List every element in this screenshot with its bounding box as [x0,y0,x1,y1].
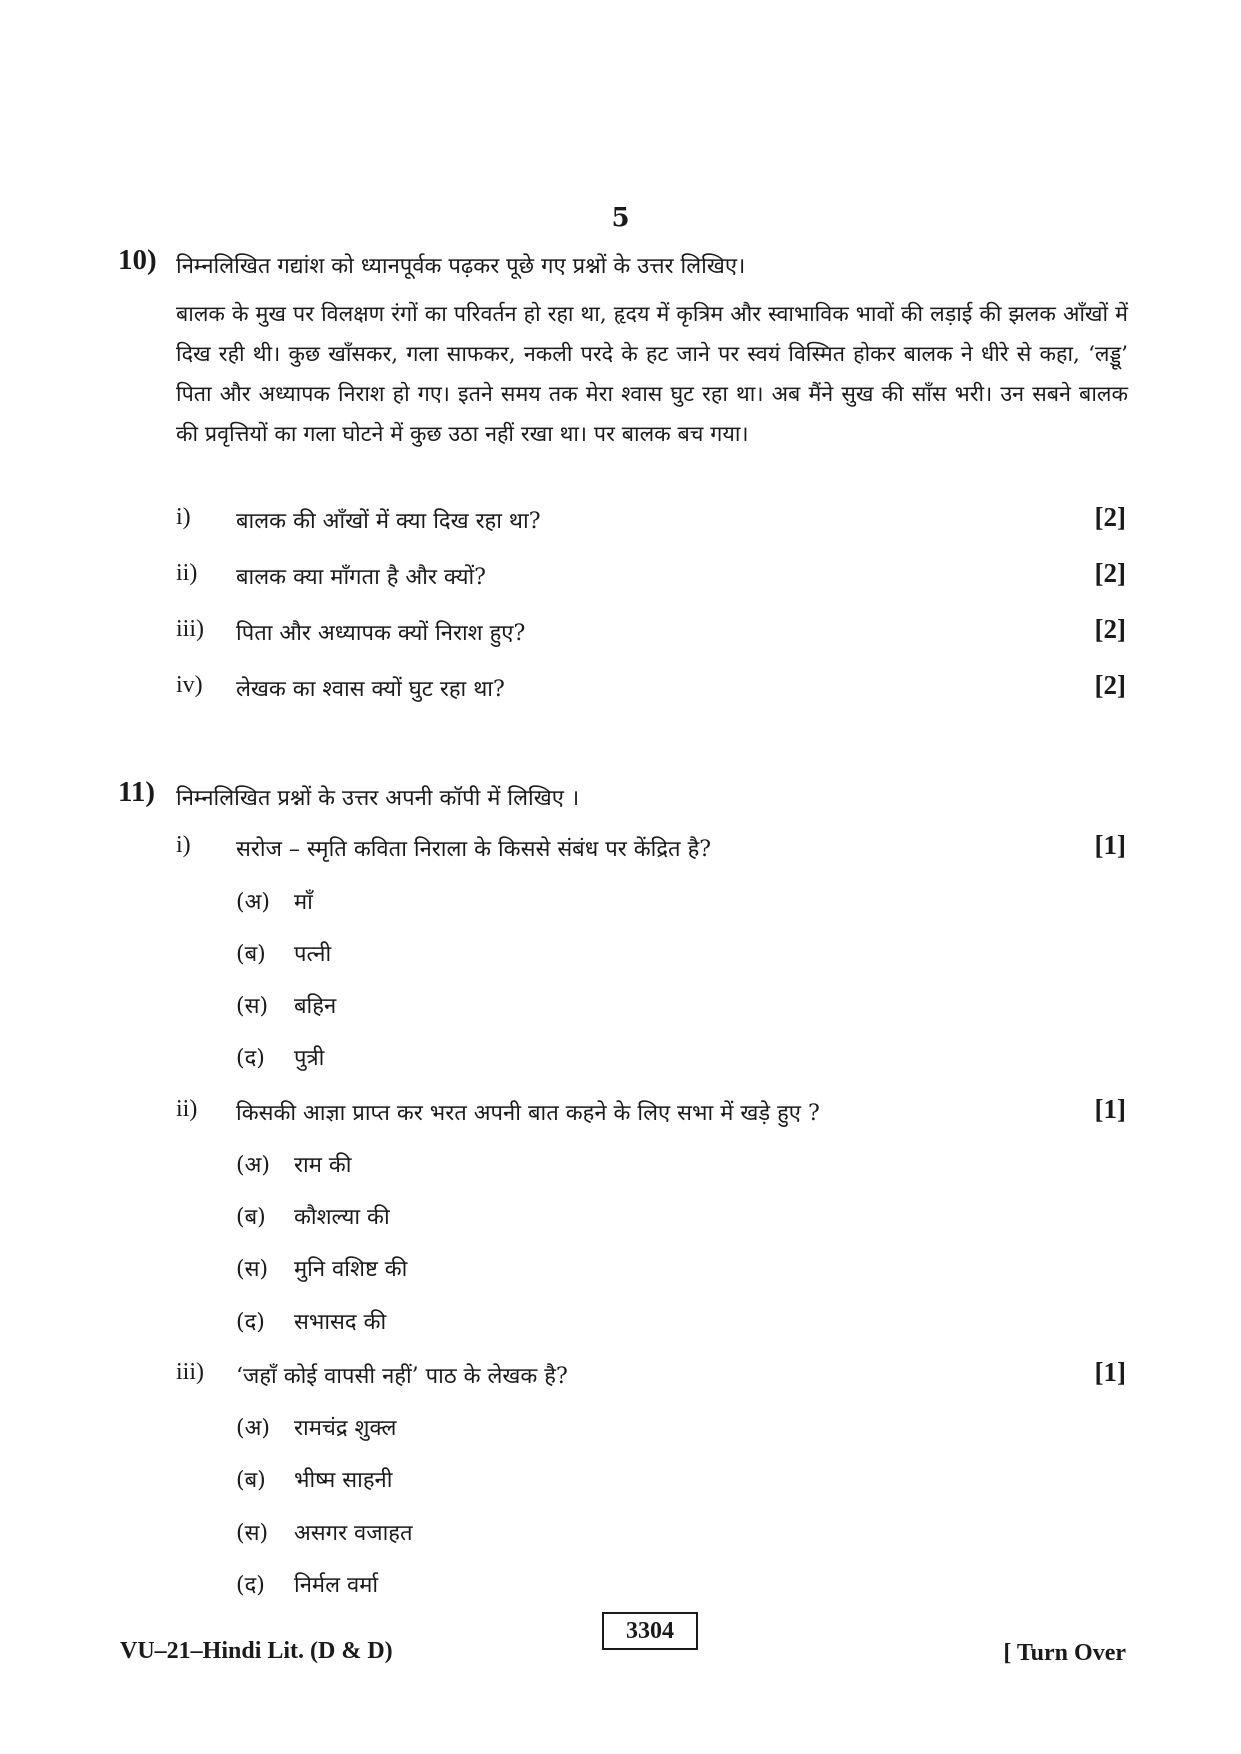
q11-ii-option-c [236,1253,407,1283]
option-text: बहिन [294,994,337,1019]
q10-sub-i-text: बालक की आँखों में क्या दिख रहा था? [236,509,541,534]
q11-ii-option-b [236,1201,390,1231]
q10-sub-iii-number: iii) [176,616,204,642]
q11-sub-i-text: सरोज – स्मृति कविता निराला के किससे संबंध पर केंद्रित है? [236,837,712,862]
q11-i-option-c [236,990,336,1020]
option-text: मुनि वशिष्ट की [294,1257,408,1282]
option-label: (स) [236,1257,269,1282]
q11-ii-option-d [236,1306,386,1336]
option-label: (ब) [236,1205,266,1230]
option-text: माँ [294,890,313,915]
question-10-number: 10) [118,244,157,276]
option-text: कौशल्या की [294,1205,390,1230]
q11-sub-i-marks: [1] [1094,830,1126,860]
question-10-instruction: निम्नलिखित गद्यांश को ध्यानपूर्वक पढ़कर पूछे गए प्रश्नों के उत्तर लिखिए। [176,254,746,279]
q11-sub-iii-marks: [1] [1094,1357,1126,1387]
option-label: (स) [236,1521,269,1546]
q11-sub-ii-number: ii) [176,1096,198,1122]
q10-sub-iv-number: iv) [176,672,203,698]
q11-iii-option-c [236,1517,413,1547]
passage [176,295,1128,455]
option-label: (अ) [236,1153,270,1178]
q11-sub-i-number: i) [176,832,191,858]
q11-sub-iii-text: ‘जहाँ कोई वापसी नहीं’ पाठ के लेखक है? [236,1364,568,1389]
q11-iii-option-a [236,1412,396,1442]
q11-i-option-b [236,938,331,968]
option-label: (ब) [236,942,266,967]
q10-sub-ii-number: ii) [176,560,198,586]
q11-i-option-a [236,886,313,916]
option-text: पुत्री [294,1046,325,1071]
q10-sub-iv-marks: [2] [1094,670,1126,700]
footer-paper-code: VU–21–Hindi Lit. (D & D) [120,1638,393,1664]
q11-ii-option-a [236,1149,351,1179]
q11-sub-iii-number: iii) [176,1359,204,1385]
q11-iii-option-b [236,1464,392,1494]
q11-i-option-d [236,1042,324,1072]
passage-text: बालक के मुख पर विलक्षण रंगों का परिवर्तन हो रहा था, हृदय में कृत्रिम और स्वाभाविक भावों की लड़ाई की झलक आँखों में दिख रही थी। कुछ खाँसकर, गला साफकर, नकली परदे के हट जाने पर स्वयं विस्मित होकर बालक ने धीरे से कहा, ‘लड्डू’ पिता और अध्यापक निराश हो गए। इतने समय तक मेरा श्वास घुट रहा था। अब मैंने सुख की साँस भरी। उन सबने बालक की प्रवृत्तियों का गला घोटने में कुछ उठा नहीं रखा था। पर बालक बच गया। [176,302,1128,447]
q10-sub-iv-text: लेखक का श्वास क्यों घुट रहा था? [236,677,505,702]
option-label: (ब) [236,1468,266,1493]
footer-page-code-box: 3304 [602,1612,698,1650]
q10-sub-i-marks: [2] [1094,502,1126,532]
q10-sub-ii-marks: [2] [1094,558,1126,588]
option-text: भीष्म साहनी [294,1468,393,1493]
option-text: पत्नी [294,942,332,967]
q10-sub-i-number: i) [176,504,191,530]
option-text: रामचंद्र शुक्ल [294,1416,397,1441]
footer-turn-over: [ Turn Over [1003,1640,1126,1666]
option-text: असगर वजाहत [294,1521,413,1546]
option-label: (द) [236,1046,265,1071]
q11-sub-ii-text: किसकी आज्ञा प्राप्त कर भरत अपनी बात कहने के लिए सभा में खड़े हुए ? [236,1101,820,1126]
page-number: 5 [611,203,630,233]
option-label: (अ) [236,890,270,915]
question-11-number: 11) [118,776,156,808]
q11-iii-option-d [236,1569,378,1599]
option-label: (स) [236,994,269,1019]
option-label: (अ) [236,1416,270,1441]
option-text: राम की [294,1153,352,1178]
question-11-instruction: निम्नलिखित प्रश्नों के उत्तर अपनी कॉपी में लिखिए । [176,786,580,811]
q10-sub-ii-text: बालक क्या माँगता है और क्यों? [236,565,486,590]
option-label: (द) [236,1310,265,1335]
option-text: निर्मल वर्मा [294,1573,379,1598]
q11-sub-ii-marks: [1] [1094,1094,1126,1124]
q10-sub-iii-text: पिता और अध्यापक क्यों निराश हुए? [236,621,526,646]
option-label: (द) [236,1573,265,1598]
option-text: सभासद की [294,1310,387,1335]
q10-sub-iii-marks: [2] [1094,614,1126,644]
